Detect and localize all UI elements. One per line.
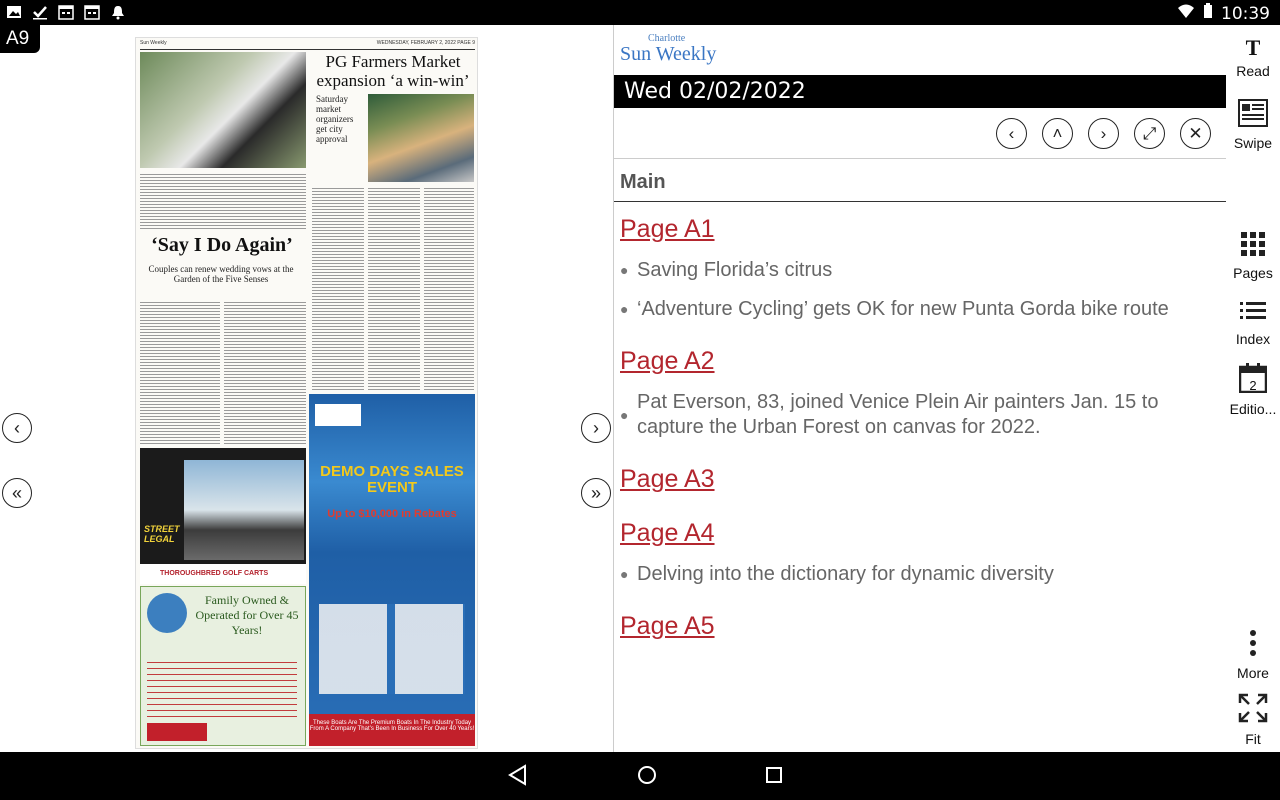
previous-page-button[interactable] xyxy=(2,413,32,443)
next-page-button[interactable] xyxy=(581,413,611,443)
calendar-icon xyxy=(84,4,100,20)
expand-button[interactable] xyxy=(1134,118,1165,149)
notification-icons xyxy=(6,4,126,20)
chevron-right-icon: › xyxy=(593,417,599,438)
page-header: Sun Weekly WEDNESDAY, FEBRUARY 2, 2022 PAGE 9 xyxy=(140,40,475,50)
home-button[interactable] xyxy=(636,764,658,792)
pages-button[interactable]: Pages xyxy=(1226,231,1280,281)
swipe-mode-button[interactable]: Swipe xyxy=(1226,99,1280,151)
section-header: Main xyxy=(614,158,1226,202)
article-link[interactable]: ● Saving Florida’s citrus xyxy=(620,259,833,281)
double-chevron-left-icon: « xyxy=(11,482,22,503)
page-viewer[interactable] xyxy=(0,25,613,752)
article-link[interactable]: ● ‘Adventure Cycling’ gets OK for new Punta Gorda bike route xyxy=(620,298,1169,320)
back-button[interactable] xyxy=(508,764,528,792)
expand-icon: ⤢ xyxy=(1142,123,1157,143)
last-page-button[interactable] xyxy=(581,478,611,508)
headline-farmers-market: PG Farmers Market expansion ‘a win-win’ xyxy=(316,52,470,90)
pest-control-ad: Family Owned & Operated for Over 45 Years! xyxy=(140,586,306,746)
up-button[interactable] xyxy=(1042,118,1073,149)
page-number-badge: A9 xyxy=(0,25,40,53)
article-text xyxy=(312,186,364,390)
edition-date: Wed 02/02/2022 xyxy=(614,75,1226,108)
fit-button[interactable]: Fit xyxy=(1226,693,1280,747)
article-text xyxy=(368,186,420,390)
subheadline-farmers-market: Saturday market organizers get city approval xyxy=(316,94,354,144)
bullet-icon: ● xyxy=(620,262,629,278)
bullet-icon: ● xyxy=(620,406,629,423)
page-link-a2[interactable]: Page A2 xyxy=(620,347,715,375)
article-text xyxy=(424,186,474,390)
page-link-a4[interactable]: Page A4 xyxy=(620,519,715,547)
page-link-a5[interactable]: Page A5 xyxy=(620,612,715,640)
article-link[interactable]: ● Pat Everson, 83, joined Venice Plein Air painters Jan. 15 to capture the Urban Forest on canvas for 2022. xyxy=(620,391,1159,438)
image-icon xyxy=(6,4,22,20)
bullet-icon: ● xyxy=(620,301,629,317)
chevron-right-icon: › xyxy=(1100,123,1107,143)
bullet-icon: ● xyxy=(620,566,629,582)
system-nav-bar xyxy=(0,752,1280,800)
wifi-icon xyxy=(1177,3,1195,24)
newspaper-icon xyxy=(1226,99,1280,133)
wedding-photo xyxy=(140,52,306,168)
editions-button[interactable]: 2 Editio... xyxy=(1226,363,1280,417)
contents-list xyxy=(614,205,1226,641)
bell-icon xyxy=(110,4,126,20)
page-link-a1[interactable]: Page A1 xyxy=(620,215,715,243)
article-text xyxy=(140,300,220,444)
clock: 10:39 xyxy=(1221,3,1270,24)
chevron-left-icon: ‹ xyxy=(14,417,20,438)
status-bar xyxy=(0,0,1280,25)
chevron-up-icon: ˄ xyxy=(1052,123,1063,143)
checkmark-icon xyxy=(32,4,48,20)
next-article-button[interactable] xyxy=(1088,118,1119,149)
chevron-left-icon: ‹ xyxy=(1008,123,1015,143)
article-text xyxy=(224,300,306,444)
boat-sales-ad: DEMO DAYS SALES EVENT Up to $10,000 in Rebates These Boats Are The Premium Boats In The Industry Today From A Company That’s Been In Business For Over 40 Years! xyxy=(309,394,475,746)
double-chevron-right-icon: » xyxy=(590,482,601,503)
close-icon: ✕ xyxy=(1188,123,1203,143)
text-icon: T xyxy=(1245,35,1261,60)
newspaper-page[interactable] xyxy=(135,37,478,749)
contents-pane xyxy=(614,25,1226,752)
calendar-icon xyxy=(58,4,74,20)
first-page-button[interactable] xyxy=(2,478,32,508)
list-icon xyxy=(1226,299,1280,329)
page-link-a3[interactable]: Page A3 xyxy=(620,465,715,493)
fit-screen-icon xyxy=(1226,693,1280,729)
battery-icon xyxy=(1203,3,1213,24)
index-button[interactable]: Index xyxy=(1226,299,1280,347)
right-toolbar xyxy=(1226,25,1280,752)
headline-say-i-do: ‘Say I Do Again’ xyxy=(151,234,293,256)
close-button[interactable] xyxy=(1180,118,1211,149)
article-text xyxy=(140,172,306,230)
more-vertical-icon xyxy=(1226,629,1280,663)
article-link[interactable]: ● Delving into the dictionary for dynamic diversity xyxy=(620,563,1054,585)
read-mode-button[interactable]: T Read xyxy=(1226,35,1280,79)
publication-logo: Charlotte Sun Weekly xyxy=(620,33,717,65)
previous-article-button[interactable] xyxy=(996,118,1027,149)
market-photo xyxy=(368,94,474,182)
subheadline-say-i-do: Couples can renew wedding vows at the Garden of the Five Senses xyxy=(148,264,294,284)
calendar-icon: 2 xyxy=(1226,363,1280,399)
grid-icon xyxy=(1226,231,1280,263)
golf-cart-ad: STREET LEGAL THOROUGHBRED GOLF CARTS xyxy=(140,448,306,584)
contents-controls xyxy=(996,118,1211,149)
recents-button[interactable] xyxy=(764,764,784,792)
more-button[interactable]: More xyxy=(1226,629,1280,681)
